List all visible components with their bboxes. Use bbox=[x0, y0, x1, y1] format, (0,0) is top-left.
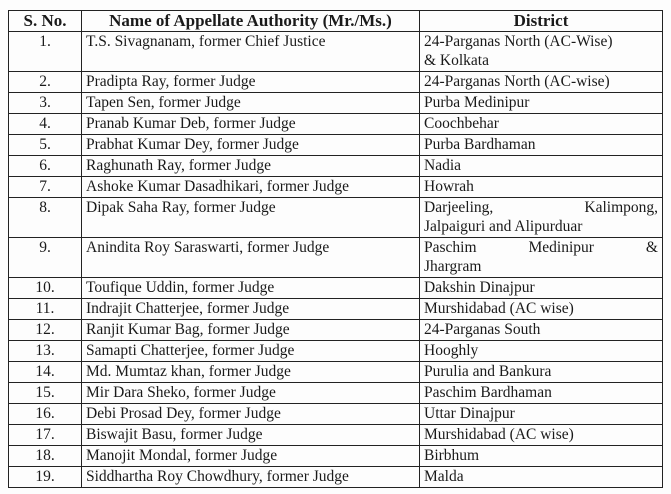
serial-number-cell: 5. bbox=[9, 135, 82, 156]
table-row bbox=[9, 467, 663, 488]
district-line: 24-Parganas South bbox=[424, 321, 541, 338]
district-cell bbox=[420, 404, 663, 425]
district-cell bbox=[420, 320, 663, 341]
district-line: & Kolkata bbox=[424, 52, 489, 69]
authority-name-cell: Ranjit Kumar Bag, former Judge bbox=[82, 320, 420, 341]
district-line: Darjeeling, Kalimpong, bbox=[424, 199, 658, 216]
authority-name-cell: Siddhartha Roy Chowdhury, former Judge bbox=[82, 467, 420, 488]
table-row bbox=[9, 156, 663, 177]
serial-number-cell: 4. bbox=[9, 114, 82, 135]
header-district: District bbox=[420, 11, 663, 32]
district-cell bbox=[420, 446, 663, 467]
table-row bbox=[9, 93, 663, 114]
district-line: Uttar Dinajpur bbox=[424, 405, 515, 422]
district-cell bbox=[420, 177, 663, 198]
authority-name-cell: Tapen Sen, former Judge bbox=[82, 93, 420, 114]
authority-name-cell: Mir Dara Sheko, former Judge bbox=[82, 383, 420, 404]
district-line: Jalpaiguri and Alipurduar bbox=[424, 218, 583, 235]
serial-number-cell: 18. bbox=[9, 446, 82, 467]
district-line: Jhargram bbox=[424, 258, 482, 275]
table-row bbox=[9, 446, 663, 467]
table-body bbox=[9, 32, 663, 488]
authority-name-cell: Pradipta Ray, former Judge bbox=[82, 72, 420, 93]
district-line: Paschim Bardhaman bbox=[424, 384, 552, 401]
district-cell bbox=[420, 198, 663, 238]
district-line: Coochbehar bbox=[424, 115, 499, 132]
district-cell bbox=[420, 383, 663, 404]
district-line: Murshidabad (AC wise) bbox=[424, 300, 574, 317]
serial-number-cell: 15. bbox=[9, 383, 82, 404]
serial-number-cell: 10. bbox=[9, 278, 82, 299]
district-cell bbox=[420, 156, 663, 177]
district-line: Purba Bardhaman bbox=[424, 136, 536, 153]
authority-name-cell: Anindita Roy Saraswarti, former Judge bbox=[82, 238, 420, 278]
table-row bbox=[9, 238, 663, 278]
district-cell bbox=[420, 362, 663, 383]
authority-name-cell: Samapti Chatterjee, former Judge bbox=[82, 341, 420, 362]
table-row bbox=[9, 177, 663, 198]
authority-name-cell: Toufique Uddin, former Judge bbox=[82, 278, 420, 299]
table-row bbox=[9, 341, 663, 362]
district-cell bbox=[420, 299, 663, 320]
authority-name-cell: T.S. Sivagnanam, former Chief Justice bbox=[82, 32, 420, 72]
district-cell bbox=[420, 238, 663, 278]
serial-number-cell: 19. bbox=[9, 467, 82, 488]
district-cell bbox=[420, 72, 663, 93]
district-line: Murshidabad (AC wise) bbox=[424, 426, 574, 443]
authority-name-cell: Dipak Saha Ray, former Judge bbox=[82, 198, 420, 238]
authority-name-cell: Pranab Kumar Deb, former Judge bbox=[82, 114, 420, 135]
table-header-row bbox=[9, 11, 663, 32]
table-row bbox=[9, 404, 663, 425]
table-row bbox=[9, 135, 663, 156]
district-cell bbox=[420, 114, 663, 135]
header-name: Name of Appellate Authority (Mr./Ms.) bbox=[82, 11, 420, 32]
authority-name-cell: Indrajit Chatterjee, former Judge bbox=[82, 299, 420, 320]
table-row bbox=[9, 32, 663, 72]
district-line: Malda bbox=[424, 468, 464, 485]
district-line: Dakshin Dinajpur bbox=[424, 279, 535, 296]
serial-number-cell: 13. bbox=[9, 341, 82, 362]
serial-number-cell: 14. bbox=[9, 362, 82, 383]
serial-number-cell: 3. bbox=[9, 93, 82, 114]
table-row bbox=[9, 383, 663, 404]
district-line: Howrah bbox=[424, 178, 474, 195]
district-line: 24-Parganas North (AC-wise) bbox=[424, 73, 610, 90]
district-line: Purba Medinipur bbox=[424, 94, 530, 111]
table-row bbox=[9, 320, 663, 341]
serial-number-cell: 16. bbox=[9, 404, 82, 425]
table-row bbox=[9, 362, 663, 383]
authority-name-cell: Biswajit Basu, former Judge bbox=[82, 425, 420, 446]
table-row bbox=[9, 114, 663, 135]
serial-number-cell: 2. bbox=[9, 72, 82, 93]
authority-name-cell: Md. Mumtaz khan, former Judge bbox=[82, 362, 420, 383]
serial-number-cell: 9. bbox=[9, 238, 82, 278]
serial-number-cell: 1. bbox=[9, 32, 82, 72]
serial-number-cell: 7. bbox=[9, 177, 82, 198]
header-sno: S. No. bbox=[9, 11, 82, 32]
district-line: 24-Parganas North (AC-Wise) bbox=[424, 33, 613, 50]
district-cell bbox=[420, 341, 663, 362]
district-line: Nadia bbox=[424, 157, 462, 174]
district-line: Birbhum bbox=[424, 447, 480, 464]
serial-number-cell: 12. bbox=[9, 320, 82, 341]
district-cell bbox=[420, 135, 663, 156]
district-cell bbox=[420, 278, 663, 299]
authority-name-cell: Ashoke Kumar Dasadhikari, former Judge bbox=[82, 177, 420, 198]
serial-number-cell: 6. bbox=[9, 156, 82, 177]
authority-name-cell: Prabhat Kumar Dey, former Judge bbox=[82, 135, 420, 156]
table-row bbox=[9, 425, 663, 446]
table-row bbox=[9, 278, 663, 299]
serial-number-cell: 17. bbox=[9, 425, 82, 446]
serial-number-cell: 8. bbox=[9, 198, 82, 238]
table-row bbox=[9, 299, 663, 320]
district-line: Purulia and Bankura bbox=[424, 363, 552, 380]
district-cell bbox=[420, 93, 663, 114]
authority-name-cell: Raghunath Ray, former Judge bbox=[82, 156, 420, 177]
table-row bbox=[9, 72, 663, 93]
authority-name-cell: Manojit Mondal, former Judge bbox=[82, 446, 420, 467]
district-cell bbox=[420, 467, 663, 488]
district-cell bbox=[420, 425, 663, 446]
appellate-authority-table bbox=[8, 10, 663, 488]
authority-name-cell: Debi Prosad Dey, former Judge bbox=[82, 404, 420, 425]
serial-number-cell: 11. bbox=[9, 299, 82, 320]
table-row bbox=[9, 198, 663, 238]
district-line: Hooghly bbox=[424, 342, 479, 359]
district-line: Paschim Medinipur & bbox=[424, 239, 658, 256]
district-cell bbox=[420, 32, 663, 72]
